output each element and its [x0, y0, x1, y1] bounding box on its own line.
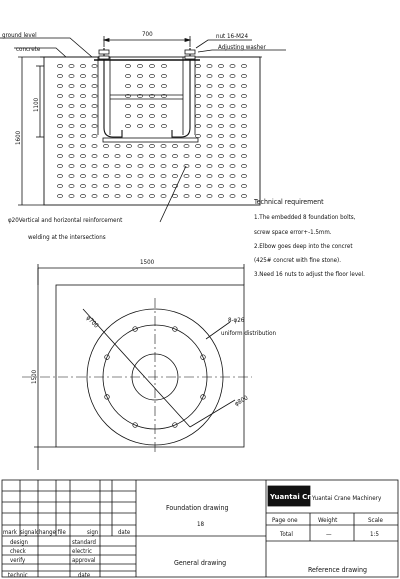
dim-700: 700 — [142, 31, 153, 38]
sign-label-technic: technic — [8, 572, 28, 579]
rebar-hole — [241, 154, 246, 157]
label-holes-distribution: uniform distribution — [221, 330, 277, 337]
rebar-hole — [195, 124, 200, 127]
rebar-hole — [57, 94, 62, 97]
total-label: Total — [280, 531, 293, 538]
rebar-hole — [184, 164, 189, 167]
rebar-hole — [230, 124, 235, 127]
rebar-hole — [149, 64, 154, 67]
rebar-hole — [125, 84, 130, 87]
rebar-hole — [241, 134, 246, 137]
rebar-hole — [57, 104, 62, 107]
rebar-hole — [241, 194, 246, 197]
rebar-hole — [218, 194, 223, 197]
rebar-hole — [149, 184, 154, 187]
rebar-hole — [125, 74, 130, 77]
rebar-hole — [137, 64, 142, 67]
rebar-hole — [149, 144, 154, 147]
rebar-hole — [230, 164, 235, 167]
rebar-hole — [137, 104, 142, 107]
rebar-hole — [161, 124, 166, 127]
rebar-hole — [172, 154, 177, 157]
rebar-hole — [115, 144, 120, 147]
rebar-hole — [80, 74, 85, 77]
rebar-hole — [126, 194, 131, 197]
rebar-hole — [125, 104, 130, 107]
rebar-hole — [230, 184, 235, 187]
rebar-hole — [69, 84, 74, 87]
rebar-hole — [207, 194, 212, 197]
rebar-hole — [195, 154, 200, 157]
rebar-hole — [172, 164, 177, 167]
rebar-hole — [80, 84, 85, 87]
rebar-hole — [207, 114, 212, 117]
rebar-hole — [57, 114, 62, 117]
weight-label: Weight — [318, 517, 338, 524]
rebar-hole — [230, 144, 235, 147]
rebar-hole — [230, 134, 235, 137]
rebar-hole — [195, 164, 200, 167]
rebar-hole — [92, 174, 97, 177]
sign-label-date: date — [78, 572, 91, 579]
rebar-hole — [230, 104, 235, 107]
rebar-hole — [195, 74, 200, 77]
rebar-hole — [80, 164, 85, 167]
rebar-hole — [80, 174, 85, 177]
rebar-hole — [138, 154, 143, 157]
rebar-hole — [195, 114, 200, 117]
rebar-hole — [57, 124, 62, 127]
rebar-hole — [137, 74, 142, 77]
rebar-hole — [218, 124, 223, 127]
rebar-hole — [57, 134, 62, 137]
reference-drawing: Reference drawing — [308, 566, 368, 574]
rebar-hole — [195, 104, 200, 107]
rebar-hole — [230, 74, 235, 77]
rebar-hole — [149, 104, 154, 107]
rebar-hole — [241, 174, 246, 177]
rebar-hole — [161, 74, 166, 77]
rebar-hole — [138, 174, 143, 177]
rebar-hole — [241, 114, 246, 117]
requirement-line: 2.Elbow goes deep into the concret — [254, 243, 353, 250]
rebar-hole — [69, 64, 74, 67]
rebar-hole — [241, 144, 246, 147]
rebar-hole — [161, 144, 166, 147]
rebar-hole — [230, 94, 235, 97]
washer-label: Adjusting washer — [218, 44, 266, 51]
dim-1100: 1100 — [33, 97, 40, 112]
requirements-title: Technical requirement — [254, 198, 324, 206]
rebar-hole — [218, 144, 223, 147]
rebar-hole — [80, 134, 85, 137]
requirement-line: (425# concret with fine stone). — [254, 257, 341, 264]
rebar-hole — [57, 184, 62, 187]
rebar-hole — [92, 144, 97, 147]
rebar-hole — [241, 164, 246, 167]
rebar-hole — [230, 174, 235, 177]
rebar-hole — [126, 164, 131, 167]
rebar-hole — [80, 124, 85, 127]
rebar-hole — [125, 114, 130, 117]
rebar-hole — [92, 184, 97, 187]
rebar-hole — [115, 184, 120, 187]
rebar-hole — [184, 194, 189, 197]
rebar-hole — [69, 134, 74, 137]
rebar-hole — [92, 84, 97, 87]
rebar-hole — [207, 64, 212, 67]
rebar-hole — [80, 194, 85, 197]
rebar-hole — [57, 164, 62, 167]
rebar-hole — [103, 144, 108, 147]
rebar-hole — [69, 194, 74, 197]
rebar-hole — [161, 84, 166, 87]
rebar-hole — [92, 164, 97, 167]
rebar-hole — [138, 164, 143, 167]
rebar-hole — [69, 174, 74, 177]
rebar-hole — [57, 154, 62, 157]
weight-value: — — [326, 531, 332, 538]
rebar-hole — [69, 184, 74, 187]
rev-header: date — [118, 529, 131, 536]
scale-value: 1:5 — [370, 531, 379, 538]
rebar-hole — [57, 194, 62, 197]
sign-label-check: check — [10, 548, 26, 555]
sign-label-standard: standard — [72, 539, 96, 546]
elevation-view — [0, 36, 286, 222]
label-holes: 8-φ26 — [228, 317, 245, 324]
rebar-hole — [69, 74, 74, 77]
rebar-hole — [218, 74, 223, 77]
rebar-hole — [92, 74, 97, 77]
rebar-label-line1: φ20Vertical and horizontal reinforcement — [8, 217, 123, 224]
rebar-hole — [57, 144, 62, 147]
rebar-hole — [115, 154, 120, 157]
sign-label-design: design — [10, 539, 28, 546]
rebar-hole — [80, 184, 85, 187]
rebar-hole — [149, 74, 154, 77]
rebar-hole — [230, 194, 235, 197]
rebar-hole — [161, 164, 166, 167]
label-diameter-800: φ800 — [233, 394, 250, 408]
rebar-hole — [161, 154, 166, 157]
rebar-hole — [69, 144, 74, 147]
drawing-number: 18 — [197, 521, 205, 528]
dim-1500-left: 1500 — [31, 369, 38, 384]
rebar-hole — [207, 164, 212, 167]
rebar-hole — [218, 134, 223, 137]
rev-header: mark — [3, 529, 17, 536]
rebar-hole — [207, 74, 212, 77]
rebar-hole — [92, 154, 97, 157]
rebar-hole — [218, 64, 223, 67]
requirement-line: 3.Need 16 nuts to adjust the floor level. — [254, 271, 365, 278]
scale-label: Scale — [368, 517, 383, 524]
rebar-hole — [195, 84, 200, 87]
rebar-hole — [218, 94, 223, 97]
rebar-hole — [241, 184, 246, 187]
company-logo: Yuantai Crane — [270, 493, 326, 501]
rebar-hole — [195, 94, 200, 97]
rebar-hole — [230, 114, 235, 117]
rebar-hole — [218, 154, 223, 157]
rebar-hole — [218, 84, 223, 87]
rebar-hole — [184, 154, 189, 157]
rebar-hole — [138, 194, 143, 197]
rebar-hole — [115, 174, 120, 177]
rebar-hole — [207, 184, 212, 187]
rebar-hole — [80, 64, 85, 67]
rebar-label-line2: welding at the intersections — [28, 234, 106, 241]
rebar-hole — [195, 194, 200, 197]
rebar-hole — [92, 194, 97, 197]
rebar-hole — [207, 84, 212, 87]
rebar-hole — [115, 164, 120, 167]
rebar-hole — [207, 174, 212, 177]
rebar-hole — [195, 144, 200, 147]
rebar-hole — [57, 174, 62, 177]
rebar-hole — [161, 194, 166, 197]
rebar-hole — [149, 114, 154, 117]
rebar-hole — [207, 104, 212, 107]
rebar-hole — [137, 114, 142, 117]
rebar-hole — [80, 144, 85, 147]
dim-1500-top: 1500 — [140, 259, 155, 266]
sign-label-approval: approval — [72, 557, 96, 564]
sign-label-verify: verify — [10, 557, 26, 564]
rebar-hole — [149, 174, 154, 177]
rebar-hole — [241, 74, 246, 77]
rebar-hole — [195, 134, 200, 137]
rebar-hole — [161, 174, 166, 177]
rebar-hole — [241, 64, 246, 67]
rebar-hole — [161, 104, 166, 107]
rebar-hole — [230, 154, 235, 157]
rebar-hole — [125, 124, 130, 127]
rev-header: sign — [87, 529, 99, 536]
sign-label-electric: electric — [72, 548, 92, 555]
page-label: Page one — [272, 517, 298, 524]
rebar-hole — [103, 154, 108, 157]
rebar-hole — [80, 94, 85, 97]
rebar-hole — [195, 184, 200, 187]
rebar-hole — [207, 144, 212, 147]
rebar-hole — [103, 194, 108, 197]
rebar-hole — [207, 124, 212, 127]
ground-level-label: ground level — [2, 32, 37, 39]
rebar-hole — [161, 184, 166, 187]
rebar-hole — [125, 64, 130, 67]
rebar-hole — [172, 194, 177, 197]
rebar-hole — [92, 134, 97, 137]
rebar-hole — [103, 174, 108, 177]
label-diameter-700: φ700 — [84, 314, 100, 330]
plan-view — [22, 264, 252, 470]
rebar-hole — [149, 84, 154, 87]
requirement-line: screw space error+-1.5mm. — [254, 229, 332, 236]
rebar-hole — [92, 94, 97, 97]
rebar-hole — [149, 194, 154, 197]
technical-requirements — [253, 198, 365, 278]
rebar-hole — [69, 104, 74, 107]
rebar-hole — [57, 74, 62, 77]
rebar-hole — [92, 124, 97, 127]
general-drawing: General drawing — [174, 559, 227, 567]
rebar-hole — [172, 174, 177, 177]
rebar-hole — [184, 184, 189, 187]
rebar-hole — [218, 104, 223, 107]
rebar-hole — [126, 154, 131, 157]
rebar-hole — [80, 104, 85, 107]
rebar-hole — [103, 164, 108, 167]
rebar-hole — [172, 144, 177, 147]
rebar-hole — [92, 64, 97, 67]
rebar-hole — [149, 154, 154, 157]
rebar-hole — [103, 184, 108, 187]
rev-header: signal — [20, 529, 36, 536]
concrete-label: concrete — [16, 46, 41, 53]
nut-label: nut 16-M24 — [216, 33, 248, 40]
rebar-hole — [57, 64, 62, 67]
rebar-hole — [126, 144, 131, 147]
dim-1600: 1600 — [15, 130, 22, 145]
rev-header: change file — [36, 529, 66, 536]
rebar-hole — [126, 174, 131, 177]
rebar-hole — [161, 64, 166, 67]
rebar-hole — [218, 174, 223, 177]
rebar-hole — [207, 94, 212, 97]
rebar-hole — [69, 154, 74, 157]
rebar-hole — [69, 124, 74, 127]
rebar-hole — [149, 124, 154, 127]
rebar-hole — [126, 184, 131, 187]
rebar-hole — [161, 114, 166, 117]
rebar-hole — [80, 114, 85, 117]
rebar-hole — [184, 144, 189, 147]
rebar-hole — [241, 104, 246, 107]
rebar-hole — [218, 164, 223, 167]
rebar-hole — [57, 84, 62, 87]
rebar-hole — [195, 64, 200, 67]
rebar-pattern — [57, 64, 246, 197]
rebar-hole — [184, 174, 189, 177]
requirement-line: 1.The embedded 8 foundation bolts, — [254, 214, 356, 221]
rebar-hole — [137, 84, 142, 87]
rebar-hole — [137, 124, 142, 127]
rebar-hole — [195, 174, 200, 177]
rebar-hole — [218, 114, 223, 117]
rebar-hole — [92, 104, 97, 107]
rebar-hole — [80, 154, 85, 157]
rebar-hole — [241, 84, 246, 87]
rebar-hole — [241, 124, 246, 127]
rebar-hole — [138, 144, 143, 147]
rebar-hole — [149, 164, 154, 167]
rebar-hole — [207, 134, 212, 137]
rebar-hole — [207, 154, 212, 157]
rebar-hole — [218, 184, 223, 187]
rebar-hole — [69, 164, 74, 167]
rebar-hole — [69, 114, 74, 117]
rebar-hole — [115, 194, 120, 197]
rebar-hole — [230, 64, 235, 67]
drawing-name: Foundation drawing — [166, 504, 229, 512]
rebar-hole — [69, 94, 74, 97]
rebar-hole — [92, 114, 97, 117]
rebar-hole — [138, 184, 143, 187]
rebar-hole — [241, 94, 246, 97]
company-name: Yuantai Crane Machinery — [312, 495, 382, 502]
rebar-hole — [230, 84, 235, 87]
